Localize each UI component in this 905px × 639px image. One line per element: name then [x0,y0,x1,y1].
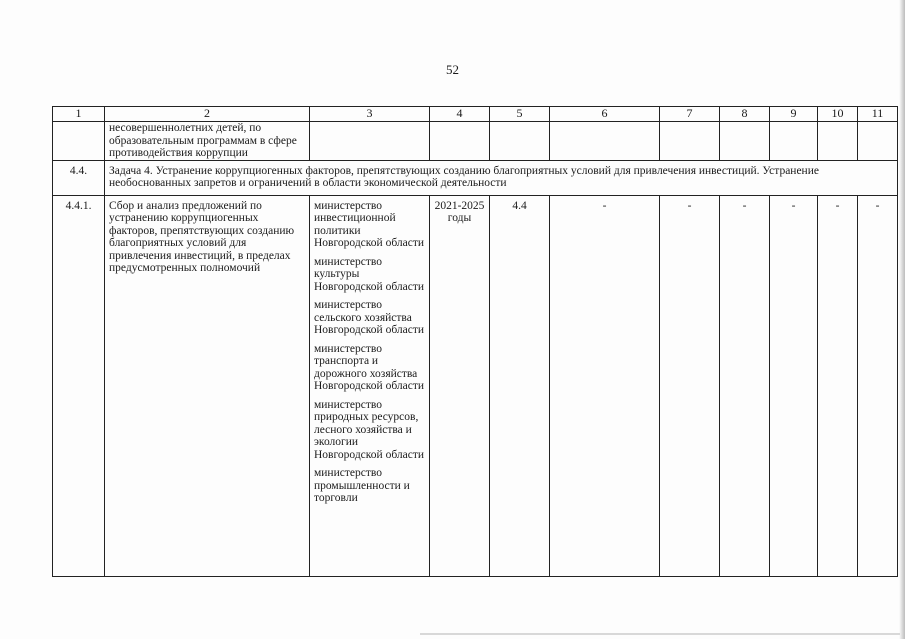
item-description: Сбор и анализ предложений по устранению коррупциогенных факторов, препятствующих созданию благоприятных условий для привлечения инвестиций, в пределах предусмотренных полномочий [105,195,310,576]
task-number: 4.4. [53,160,105,195]
header-cell: 5 [490,107,550,122]
cell-value [660,122,720,161]
executor-entry: министерство культуры Новгородской области [314,255,425,293]
cell-number [53,122,105,161]
header-cell: 9 [770,107,818,122]
cell-value [720,122,770,161]
header-cell: 11 [858,107,898,122]
cell-value [858,122,898,161]
header-cell: 3 [310,107,430,122]
item-col11: - [858,195,898,576]
header-cell: 1 [53,107,105,122]
item-col10: - [818,195,858,576]
header-cell: 2 [105,107,310,122]
item-row [53,195,898,576]
header-cell: 8 [720,107,770,122]
cell-value [550,122,660,161]
scan-edge-shadow [899,0,905,639]
cell-value [770,122,818,161]
header-cell: 7 [660,107,720,122]
program-table [52,106,898,577]
cell-period [430,122,490,161]
cell-executor [310,122,430,161]
header-cell: 4 [430,107,490,122]
executor-entry: министерство сельского хозяйства Новгородской области [314,299,425,336]
item-number: 4.4.1. [53,195,105,576]
cell-description: несовершеннолетних детей, по образовательным программам в сфере противодействия коррупции [105,122,310,161]
task-text: Задача 4. Устранение коррупциогенных факторов, препятствующих созданию благоприятных условий для привлечения инвестиций. Устранение необоснованных запретов и ограничений в области экономической деятельности [105,160,898,195]
cell-target [490,122,550,161]
executor-entry: министерство промышленности и торговли [314,467,410,504]
executor-entry: министерство инвестиционной политики Новгородской области [314,199,425,249]
item-target-ref: 4.4 [490,195,550,576]
page-number: 52 [446,62,459,77]
header-row [53,107,898,122]
item-col7: - [660,195,720,576]
item-col9: - [770,195,818,576]
executor-entry: министерство транспорта и дорожного хозяйства Новгородской области [314,342,425,392]
header-cell: 6 [550,107,660,122]
header-cell: 10 [818,107,858,122]
cell-value [818,122,858,161]
scan-bottom-line [420,633,900,635]
executor-entry: министерство природных ресурсов, лесного хозяйства и экологии Новгородской области [314,398,425,461]
item-col6: - [550,195,660,576]
continuation-row [53,122,898,161]
item-executors [310,195,430,576]
task-row [53,160,898,195]
item-period: 2021-2025 годы [430,195,490,576]
item-col8: - [720,195,770,576]
